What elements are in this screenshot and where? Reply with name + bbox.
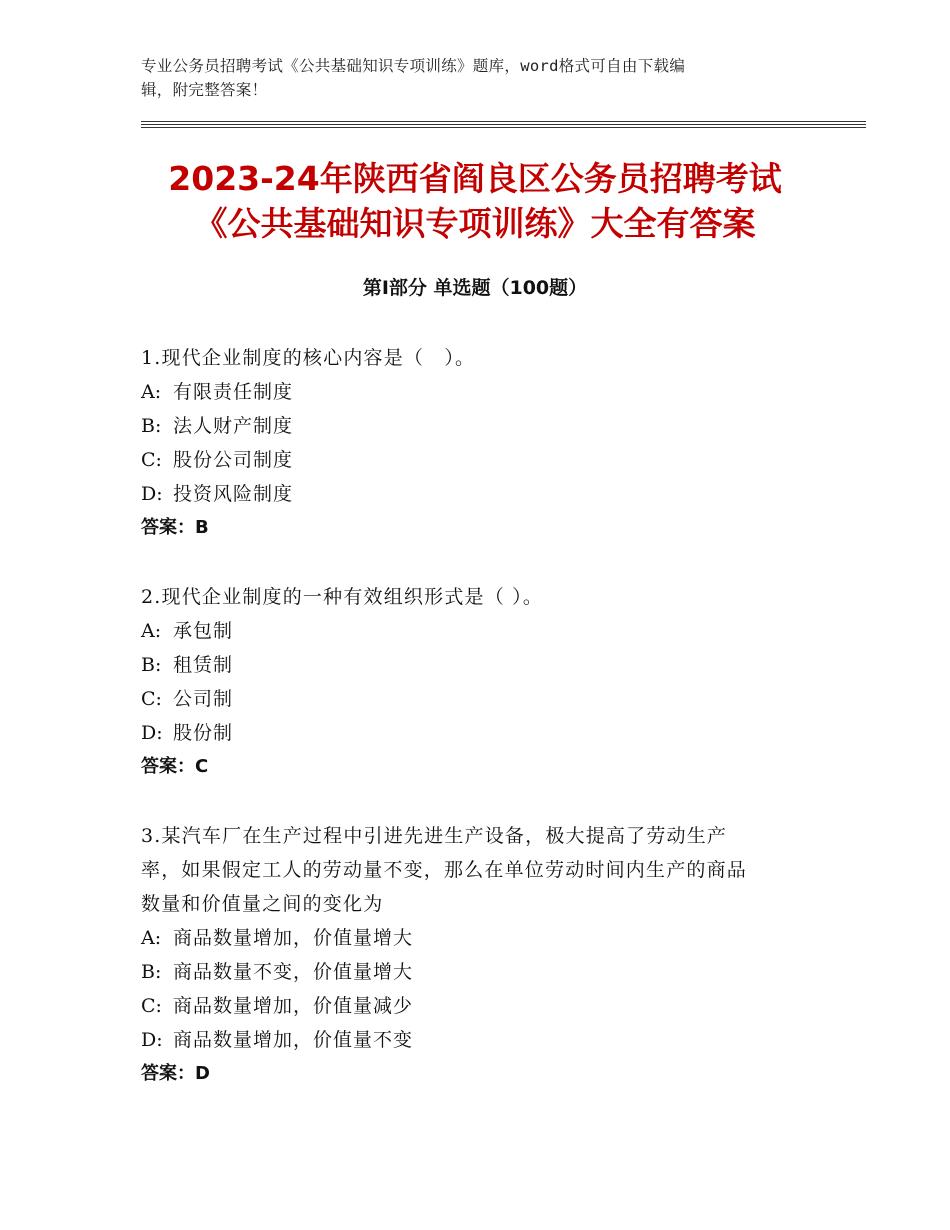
header-divider: [141, 127, 866, 128]
option-text: 商品数量增加，价值量增大: [173, 927, 414, 949]
option-letter: B:: [141, 654, 162, 676]
option-a: [141, 921, 801, 955]
option-letter: D:: [141, 722, 163, 744]
option-text: 租赁制: [173, 654, 234, 676]
document-title-line: 2023-24年陕西省阎良区公务员招聘考试: [168, 159, 782, 198]
option-text: 有限责任制度: [173, 381, 294, 403]
option-c: [141, 443, 801, 477]
option-c: [141, 682, 801, 716]
document-title-line: 《公共基础知识专项训练》大全有答案: [194, 204, 756, 243]
option-text: 商品数量不变，价值量增大: [173, 961, 414, 983]
question-stem-line: 率，如果假定工人的劳动量不变，那么在单位劳动时间内生产的商品: [141, 859, 748, 881]
option-text: 商品数量增加，价值量减少: [173, 995, 414, 1017]
option-letter: D:: [141, 483, 163, 505]
document-title: [120, 156, 830, 246]
option-a: [141, 375, 801, 409]
answer-line: 答案：C: [141, 756, 209, 777]
question-stem: [141, 580, 801, 614]
question-block: [141, 819, 801, 1091]
question-stem-line: 数量和价值量之间的变化为: [141, 893, 384, 915]
question-stem: [141, 819, 801, 921]
header-divider: [141, 121, 866, 122]
option-letter: C:: [141, 449, 162, 471]
question-stem: [141, 341, 801, 375]
answer-line: 答案：B: [141, 517, 209, 538]
option-d: [141, 477, 801, 511]
option-letter: A:: [141, 381, 162, 403]
option-letter: D:: [141, 1029, 163, 1051]
answer-line: 答案：D: [141, 1063, 210, 1084]
option-b: [141, 648, 801, 682]
question-block: [141, 341, 801, 545]
header-note: [141, 54, 801, 102]
header-note-line: 专业公务员招聘考试《公共基础知识专项训练》题库，word格式可自由下载编: [141, 57, 686, 75]
option-letter: B:: [141, 961, 162, 983]
option-text: 股份公司制度: [173, 449, 294, 471]
option-a: [141, 614, 801, 648]
option-text: 投资风险制度: [173, 483, 294, 505]
option-letter: B:: [141, 415, 162, 437]
option-letter: A:: [141, 927, 162, 949]
question-stem-line: 1.现代企业制度的核心内容是（ ）。: [141, 347, 476, 369]
option-letter: C:: [141, 995, 162, 1017]
option-letter: A:: [141, 620, 162, 642]
option-text: 承包制: [173, 620, 234, 642]
question-block: [141, 580, 801, 784]
option-text: 商品数量增加，价值量不变: [173, 1029, 414, 1051]
option-c: [141, 989, 801, 1023]
option-text: 股份制: [173, 722, 234, 744]
option-letter: C:: [141, 688, 162, 710]
option-text: 公司制: [173, 688, 234, 710]
option-text: 法人财产制度: [173, 415, 294, 437]
option-d: [141, 716, 801, 750]
question-stem-line: 2.现代企业制度的一种有效组织形式是（ ）。: [141, 586, 544, 608]
header-divider: [141, 124, 866, 125]
option-b: [141, 955, 801, 989]
header-note-line: 辑，附完整答案！: [141, 81, 268, 99]
question-stem-line: 3.某汽车厂在生产过程中引进先进生产设备，极大提高了劳动生产: [141, 825, 728, 847]
option-d: [141, 1023, 801, 1057]
option-b: [141, 409, 801, 443]
section-heading: 第Ⅰ部分 单选题（100题）: [362, 277, 588, 299]
